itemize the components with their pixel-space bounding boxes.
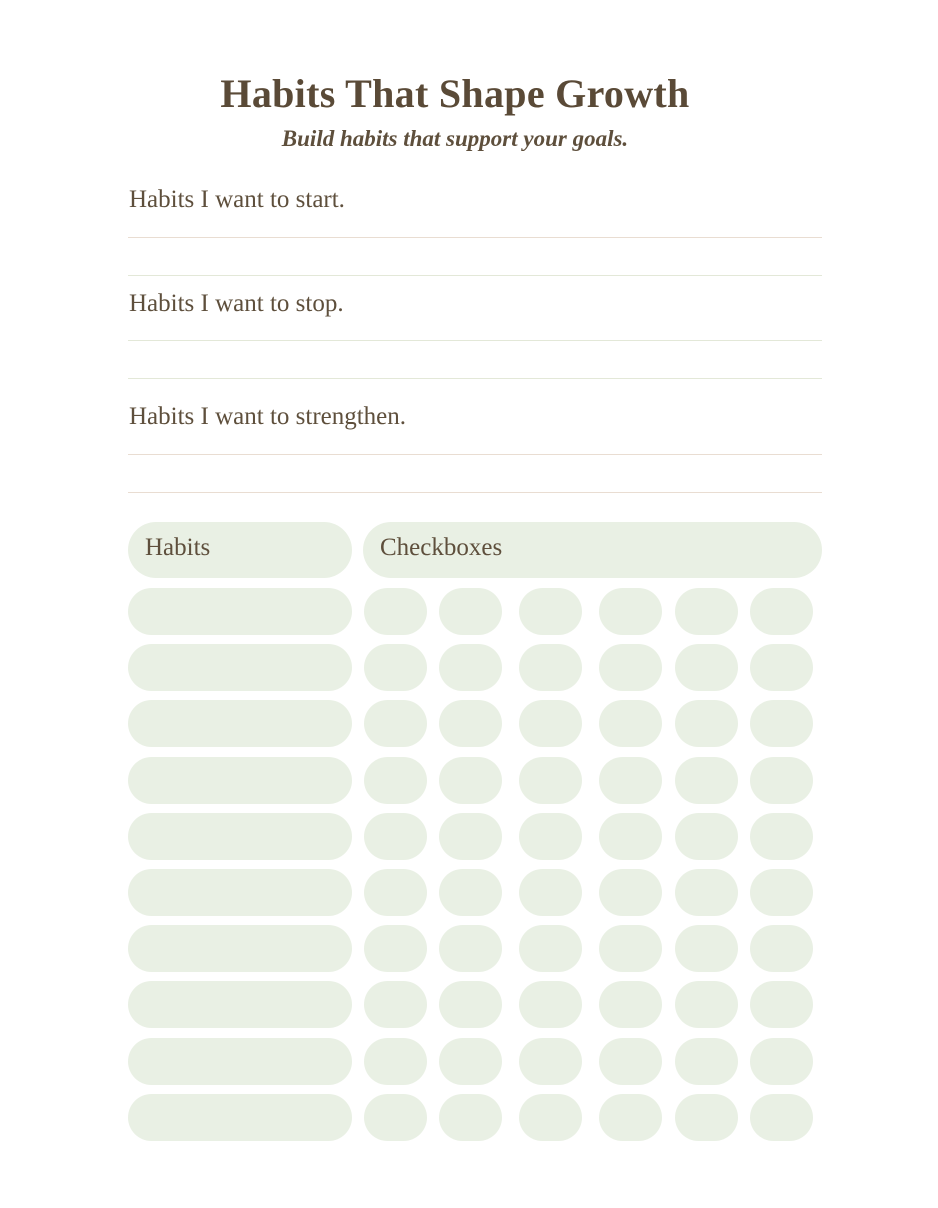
prompt-habits-strengthen: Habits I want to strengthen. [129,403,407,430]
habit-checkbox[interactable] [439,813,502,860]
habit-checkbox[interactable] [364,588,427,635]
habit-checkbox[interactable] [675,925,738,972]
habit-checkbox[interactable] [519,1094,582,1141]
habit-checkbox[interactable] [519,1038,582,1085]
habit-entry-field[interactable] [128,813,352,860]
habit-checkbox[interactable] [675,869,738,916]
habit-checkbox[interactable] [675,757,738,804]
habit-checkbox[interactable] [439,700,502,747]
habit-checkbox[interactable] [750,588,813,635]
habit-checkbox[interactable] [599,1038,662,1085]
habit-checkbox[interactable] [519,644,582,691]
habit-checkbox[interactable] [364,981,427,1028]
habit-checkbox[interactable] [519,757,582,804]
writing-line-strengthen-2[interactable] [128,492,822,493]
writing-line-stop-1[interactable] [128,340,822,341]
habit-checkbox[interactable] [750,1038,813,1085]
habit-checkbox[interactable] [364,813,427,860]
habit-entry-field[interactable] [128,1038,352,1085]
prompt-habits-stop: Habits I want to stop. [129,290,344,317]
habit-checkbox[interactable] [675,700,738,747]
habit-entry-field[interactable] [128,588,352,635]
prompt-habits-start: Habits I want to start. [129,186,345,213]
writing-line-start-1[interactable] [128,237,822,238]
habit-checkbox[interactable] [439,925,502,972]
habit-checkbox[interactable] [364,1038,427,1085]
habit-checkbox[interactable] [439,981,502,1028]
habit-checkbox[interactable] [364,644,427,691]
habit-checkbox[interactable] [599,757,662,804]
habit-checkbox[interactable] [675,644,738,691]
checkboxes-column-header [363,522,822,578]
habit-checkbox[interactable] [750,925,813,972]
habit-checkbox[interactable] [750,700,813,747]
habit-entry-field[interactable] [128,981,352,1028]
habit-checkbox[interactable] [599,813,662,860]
writing-line-stop-2[interactable] [128,378,822,379]
habit-checkbox[interactable] [675,588,738,635]
habit-entry-field[interactable] [128,925,352,972]
habit-checkbox[interactable] [519,700,582,747]
habit-checkbox[interactable] [599,925,662,972]
writing-line-strengthen-1[interactable] [128,454,822,455]
habit-checkbox[interactable] [675,1094,738,1141]
habit-checkbox[interactable] [439,1094,502,1141]
page-title: Habits That Shape Growth [220,71,690,116]
habit-checkbox[interactable] [364,700,427,747]
habit-checkbox[interactable] [750,813,813,860]
habit-checkbox[interactable] [439,757,502,804]
habit-checkbox[interactable] [599,869,662,916]
habit-checkbox[interactable] [439,588,502,635]
habit-checkbox[interactable] [599,1094,662,1141]
habit-checkbox[interactable] [599,644,662,691]
habit-checkbox[interactable] [599,700,662,747]
habit-checkbox[interactable] [364,869,427,916]
habit-checkbox[interactable] [439,644,502,691]
habit-entry-field[interactable] [128,644,352,691]
habit-checkbox[interactable] [364,757,427,804]
habits-header-label: Habits [145,534,211,561]
habit-checkbox[interactable] [519,981,582,1028]
habit-entry-field[interactable] [128,1094,352,1141]
habit-checkbox[interactable] [599,981,662,1028]
habit-checkbox[interactable] [439,1038,502,1085]
habit-checkbox[interactable] [364,925,427,972]
writing-line-start-2[interactable] [128,275,822,276]
habit-checkbox[interactable] [675,813,738,860]
habit-checkbox[interactable] [439,869,502,916]
habits-column-header [128,522,352,578]
habit-checkbox[interactable] [750,981,813,1028]
checkboxes-header-label: Checkboxes [380,534,503,561]
habit-entry-field[interactable] [128,869,352,916]
habit-checkbox[interactable] [519,869,582,916]
habit-checkbox[interactable] [599,588,662,635]
habit-checkbox[interactable] [750,869,813,916]
habit-checkbox[interactable] [750,1094,813,1141]
habit-entry-field[interactable] [128,757,352,804]
habit-entry-field[interactable] [128,700,352,747]
habit-checkbox[interactable] [519,925,582,972]
habit-checkbox[interactable] [519,813,582,860]
habit-checkbox[interactable] [675,1038,738,1085]
page-subtitle: Build habits that support your goals. [281,126,629,151]
habit-checkbox[interactable] [675,981,738,1028]
habit-checkbox[interactable] [750,757,813,804]
habit-checkbox[interactable] [519,588,582,635]
habit-checkbox[interactable] [364,1094,427,1141]
habit-checkbox[interactable] [750,644,813,691]
